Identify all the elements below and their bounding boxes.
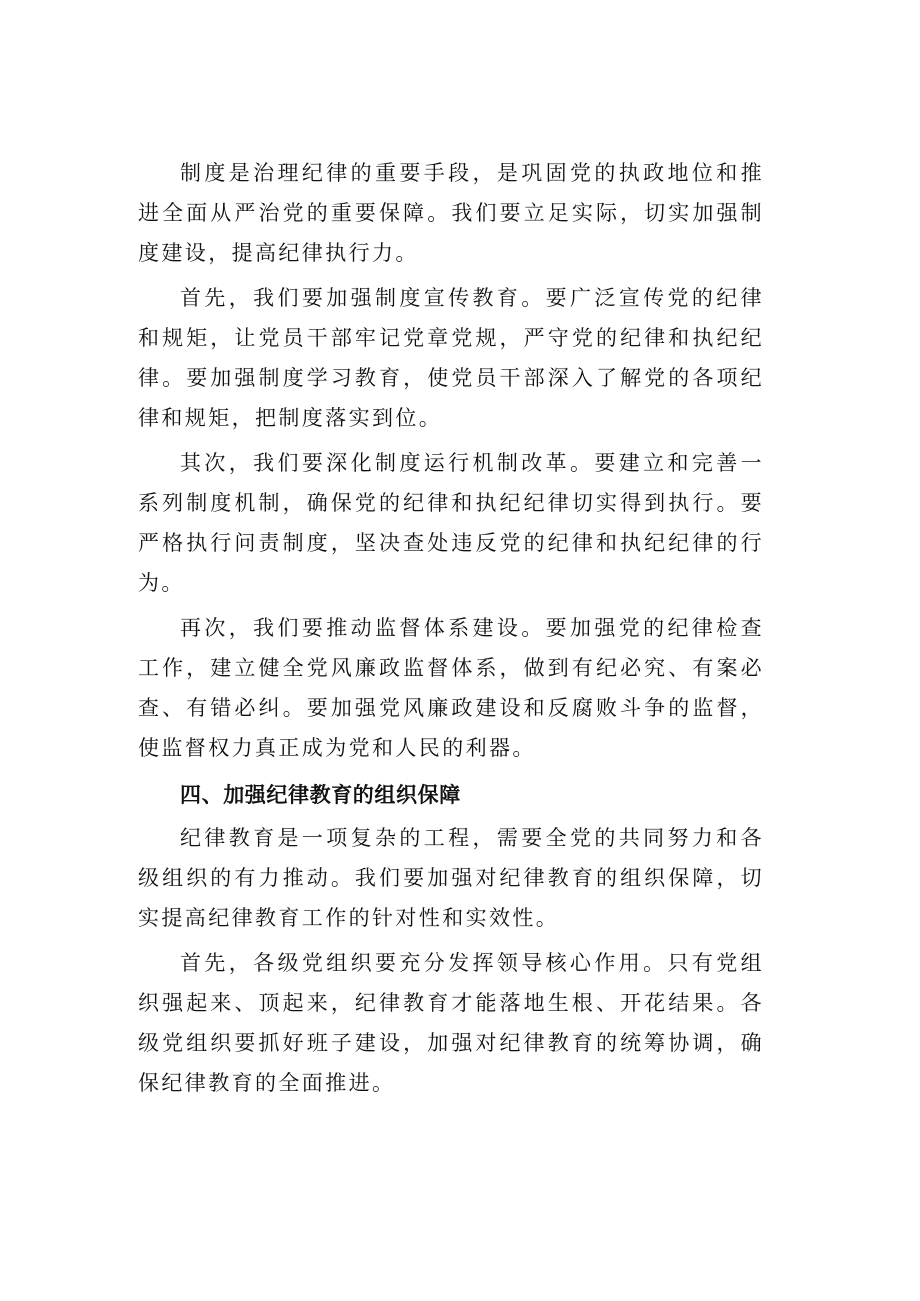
paragraph-institution-intro: 制度是治理纪律的重要手段，是巩固党的执政地位和推进全面从严治党的重要保障。我们要立足实际，切实加强制度建设，提高纪律执行力。 (138, 161, 764, 265)
paragraph-institution-first: 首先，我们要加强制度宣传教育。要广泛宣传党的纪律和规矩，让党员干部牢记党章党规，严守党的纪律和执纪纪律。要加强制度学习教育，使党员干部深入了解党的各项纪律和规矩，把制度落实到位。 (138, 286, 764, 430)
paragraph-organization-intro: 纪律教育是一项复杂的工程，需要全党的共同努力和各级组织的有力推动。我们要加强对纪律教育的组织保障，切实提高纪律教育工作的针对性和实效性。 (138, 826, 764, 930)
document-body (138, 153, 764, 1108)
paragraph-institution-second: 其次，我们要深化制度运行机制改革。要建立和完善一系列制度机制，确保党的纪律和执纪纪律切实得到执行。要严格执行问责制度，坚决查处违反党的纪律和执纪纪律的行为。 (138, 451, 764, 595)
section-heading: 四、加强纪律教育的组织保障 (180, 783, 461, 807)
paragraph-institution-third: 再次，我们要推动监督体系建设。要加强党的纪律检查工作，建立健全党风廉政监督体系，做到有纪必究、有案必查、有错必纠。要加强党风廉政建设和反腐败斗争的监督，使监督权力真正成为党和人民的利器。 (138, 616, 764, 760)
paragraph-organization-first: 首先，各级党组织要充分发挥领导核心作用。只有党组织强起来、顶起来，纪律教育才能落地生根、开花结果。各级党组织要抓好班子建设，加强对纪律教育的统筹协调，确保纪律教育的全面推进。 (138, 951, 764, 1095)
